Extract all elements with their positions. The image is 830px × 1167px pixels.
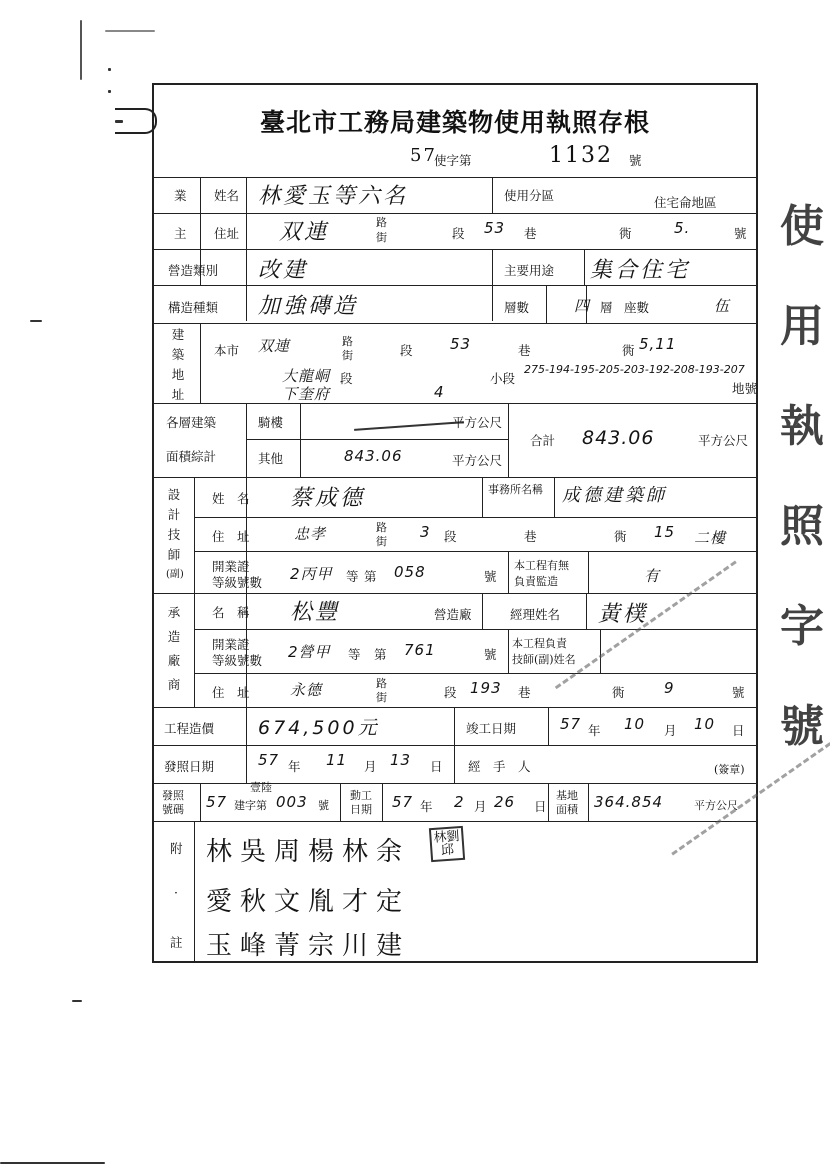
designer-license-grade-value: 2丙甲 [290, 565, 333, 583]
floor-unit-label: 層 [600, 300, 613, 315]
firm-label: 事務所名稱 [488, 483, 543, 496]
build-type-value: 改建 [258, 258, 309, 283]
firm-name-value: 成德建築師 [562, 485, 667, 506]
owner-name-label: 姓名 [214, 188, 240, 203]
designer-lane-label: 巷 [524, 529, 537, 544]
completion-year-value: 57 [560, 715, 582, 733]
designer-alley-label: 衖 [614, 529, 627, 544]
permit-number-label: 號 [318, 799, 329, 812]
builder-house-label: 號 [732, 685, 745, 700]
builder-license-label-1: 開業證 [212, 637, 250, 652]
completion-day-value: 10 [694, 715, 716, 733]
structure-value: 加強磚造 [258, 294, 359, 319]
floors-label: 層數 [504, 300, 530, 315]
owner-alley-value: 5. [674, 219, 691, 237]
lane-label: 巷 [524, 226, 537, 241]
site-alley-label: 衖 [622, 343, 635, 358]
completion-year-label: 年 [588, 723, 601, 738]
blocks-label: 座數 [624, 300, 650, 315]
owner-label: 業 [174, 188, 187, 203]
supervise-value: 有 [644, 567, 661, 585]
completion-day-label: 日 [732, 723, 745, 738]
arcade-label: 騎樓 [258, 415, 284, 430]
permit-no-label-1: 發照 [162, 789, 184, 802]
issue-day-label: 日 [430, 759, 443, 774]
start-year-label: 年 [420, 799, 433, 814]
issue-month-value: 11 [326, 751, 348, 769]
designer-license-label-2: 等級號數 [212, 575, 263, 590]
builder-name-value: 松豐 [290, 600, 341, 625]
base-area-label-2: 面積 [556, 803, 578, 816]
license-word: 使字第 [434, 153, 472, 168]
start-year-value: 57 [392, 793, 414, 811]
main-use-label: 主要用途 [504, 263, 555, 278]
designer-name-value: 蔡成德 [290, 486, 366, 511]
notes-line-1: 林吳周楊林余 [206, 837, 411, 867]
designer-no-label: 第 [364, 569, 377, 584]
lot-label: 地號 [732, 381, 758, 396]
floor-area-label-1: 各層建築 [166, 415, 217, 430]
manager-name-value: 黃樸 [598, 602, 649, 627]
site-section-value: 53 [450, 335, 472, 353]
builder-license-grade-value: 2營甲 [288, 643, 331, 661]
build-type-label: 營造類別 [168, 263, 219, 278]
issue-year-value: 57 [258, 751, 280, 769]
start-label-2: 日期 [350, 803, 372, 816]
permit-word-label: 建字第 [234, 799, 267, 812]
builder-section-value: 193 [470, 679, 502, 697]
site-lane-label: 巷 [518, 343, 531, 358]
designer-name-label: 姓 名 [212, 491, 250, 506]
license-stub-form [152, 83, 758, 963]
footer-rule [0, 1162, 105, 1164]
base-area-value: 364.854 [594, 793, 664, 811]
license-number: 1132 [549, 143, 613, 168]
permit-prefix-value: 壹陸 [250, 781, 272, 794]
designer-street-label: 街 [376, 535, 387, 548]
supervisor-label-1: 本工程有無 [514, 559, 569, 572]
tech-label-2: 技師(副)姓名 [512, 653, 576, 666]
base-area-unit: 平方公尺 [694, 799, 738, 812]
builder-label: 承 造 廠 商 [167, 605, 181, 692]
other-unit: 平方公尺 [452, 453, 503, 468]
builder-number-value: 9 [664, 679, 675, 697]
road-label: 路 [376, 216, 387, 229]
issue-month-label: 月 [364, 759, 377, 774]
structure-label: 構造種類 [168, 300, 219, 315]
builder-number-label: 號 [484, 647, 497, 662]
owner-name-value: 林愛玉等六名 [258, 184, 409, 209]
site-road-value: 双連 [258, 337, 291, 355]
form-title: 臺北市工務局建築物使用執照存根 [259, 108, 650, 137]
builder-license-label-2: 等級號數 [212, 653, 263, 668]
completion-label: 竣工日期 [466, 721, 517, 736]
owner-label-2: 主 [174, 226, 187, 241]
designer-road-label: 路 [376, 521, 387, 534]
designer-floor-value: 二樓 [694, 529, 727, 547]
issue-day-value: 13 [390, 751, 412, 769]
builder-section-label: 段 [444, 685, 457, 700]
city-label: 本市 [214, 343, 240, 358]
margin-mark [72, 1000, 82, 1002]
owner-address-label: 住址 [214, 226, 240, 241]
builder-address-label: 住 址 [212, 685, 250, 700]
notes-line-3: 玉峰菁宗川建 [206, 931, 411, 961]
floors-value: 四 [574, 297, 591, 315]
start-month-label: 月 [474, 799, 487, 814]
punch-hole [115, 108, 157, 134]
builder-road-label: 路 [376, 677, 387, 690]
designer-section-value: 3 [420, 523, 431, 541]
designer-alley-value: 15 [654, 523, 676, 541]
issue-year-label: 年 [288, 759, 301, 774]
notes-label-1: 附 [170, 841, 183, 856]
cost-value: 674,500元 [258, 717, 380, 739]
notes-label-3: 註 [170, 935, 183, 950]
use-zone-label: 使用分區 [504, 188, 555, 203]
designer-grade-label: 等 [346, 569, 359, 584]
arcade-empty-stroke [354, 421, 464, 430]
site-label: 建 築 地 址 [171, 327, 185, 402]
builder-street-label: 街 [376, 691, 387, 704]
designer-road-value: 忠孝 [294, 525, 327, 543]
builder-grade-label: 等 [348, 647, 361, 662]
completion-month-label: 月 [664, 723, 677, 738]
seal-stamp: 林劉邱 [429, 826, 465, 862]
total-unit: 平方公尺 [698, 433, 749, 448]
builder-no-label: 第 [374, 647, 387, 662]
start-month-value: 2 [454, 793, 465, 811]
tech-label-1: 本工程負責 [512, 637, 567, 650]
blocks-value: 伍 [714, 297, 731, 315]
margin-mark [30, 320, 42, 322]
site-small-section-value: 下奎府 [282, 385, 331, 403]
builder-name-label: 名 稱 [212, 605, 250, 620]
permit-no-label-2: 號碼 [162, 803, 184, 816]
base-area-label-1: 基地 [556, 789, 578, 802]
designer-section-label: 段 [444, 529, 457, 544]
site-road-label: 路 [342, 335, 353, 348]
permit-no-value: 003 [276, 793, 308, 811]
designer-address-label: 住 址 [212, 529, 250, 544]
cost-label: 工程造價 [164, 721, 215, 736]
owner-section-value: 53 [484, 219, 506, 237]
other-area-value: 843.06 [344, 447, 403, 465]
site-section2-label: 段 [340, 371, 353, 386]
completion-month-value: 10 [624, 715, 646, 733]
section-label: 段 [452, 226, 465, 241]
site-lots-value: 275-194-195-205-203-192-208-193-207 [524, 363, 745, 376]
builder-lane-label: 巷 [518, 685, 531, 700]
site-section-label: 段 [400, 343, 413, 358]
main-use-value: 集合住宅 [590, 258, 691, 283]
issue-label: 發照日期 [164, 759, 215, 774]
start-label-1: 動工 [350, 789, 372, 802]
site-section2-value: 大龍峒 [282, 367, 331, 385]
number-label: 號 [734, 226, 747, 241]
small-section-label: 小段 [490, 371, 516, 386]
permit-year-value: 57 [206, 793, 228, 811]
seal-label: (簽章) [714, 763, 745, 776]
owner-road-value: 双連 [279, 220, 330, 245]
builder-alley-label: 衖 [612, 685, 625, 700]
street-label: 街 [376, 231, 387, 244]
manager-label: 經理姓名 [510, 607, 561, 622]
side-bleed-text: 使 用 執 照 字 號 [780, 201, 824, 752]
designer-label: 設 計 技 師 (副) [166, 487, 184, 580]
other-label: 其他 [258, 451, 284, 466]
designer-license-no-value: 058 [394, 563, 426, 581]
builder-suffix: 營造廠 [434, 607, 472, 622]
handler-label: 經 手 人 [468, 759, 531, 774]
site-alley-value: 5,11 [639, 335, 677, 353]
total-area-value: 843.06 [582, 427, 655, 449]
start-day-value: 26 [494, 793, 516, 811]
supervisor-label-2: 負責監造 [514, 575, 558, 588]
total-label: 合計 [530, 433, 556, 448]
designer-license-label-1: 開業證 [212, 559, 250, 574]
license-suffix: 號 [629, 153, 642, 168]
builder-road-value: 永德 [290, 681, 323, 699]
builder-license-no-value: 761 [404, 641, 436, 659]
license-prefix: 57 [410, 145, 437, 166]
floor-area-label-2: 面積綜計 [166, 449, 217, 464]
start-day-label: 日 [534, 799, 547, 814]
notes-label-2: · [174, 885, 178, 900]
arcade-unit: 平方公尺 [452, 415, 503, 430]
designer-number-label: 號 [484, 569, 497, 584]
alley-label: 衖 [619, 226, 632, 241]
site-street-label: 街 [342, 349, 353, 362]
zone-value: 住宅侖地區 [654, 195, 717, 210]
site-small-no-value: 4 [434, 383, 445, 401]
notes-line-2: 愛秋文胤才定 [206, 887, 411, 917]
